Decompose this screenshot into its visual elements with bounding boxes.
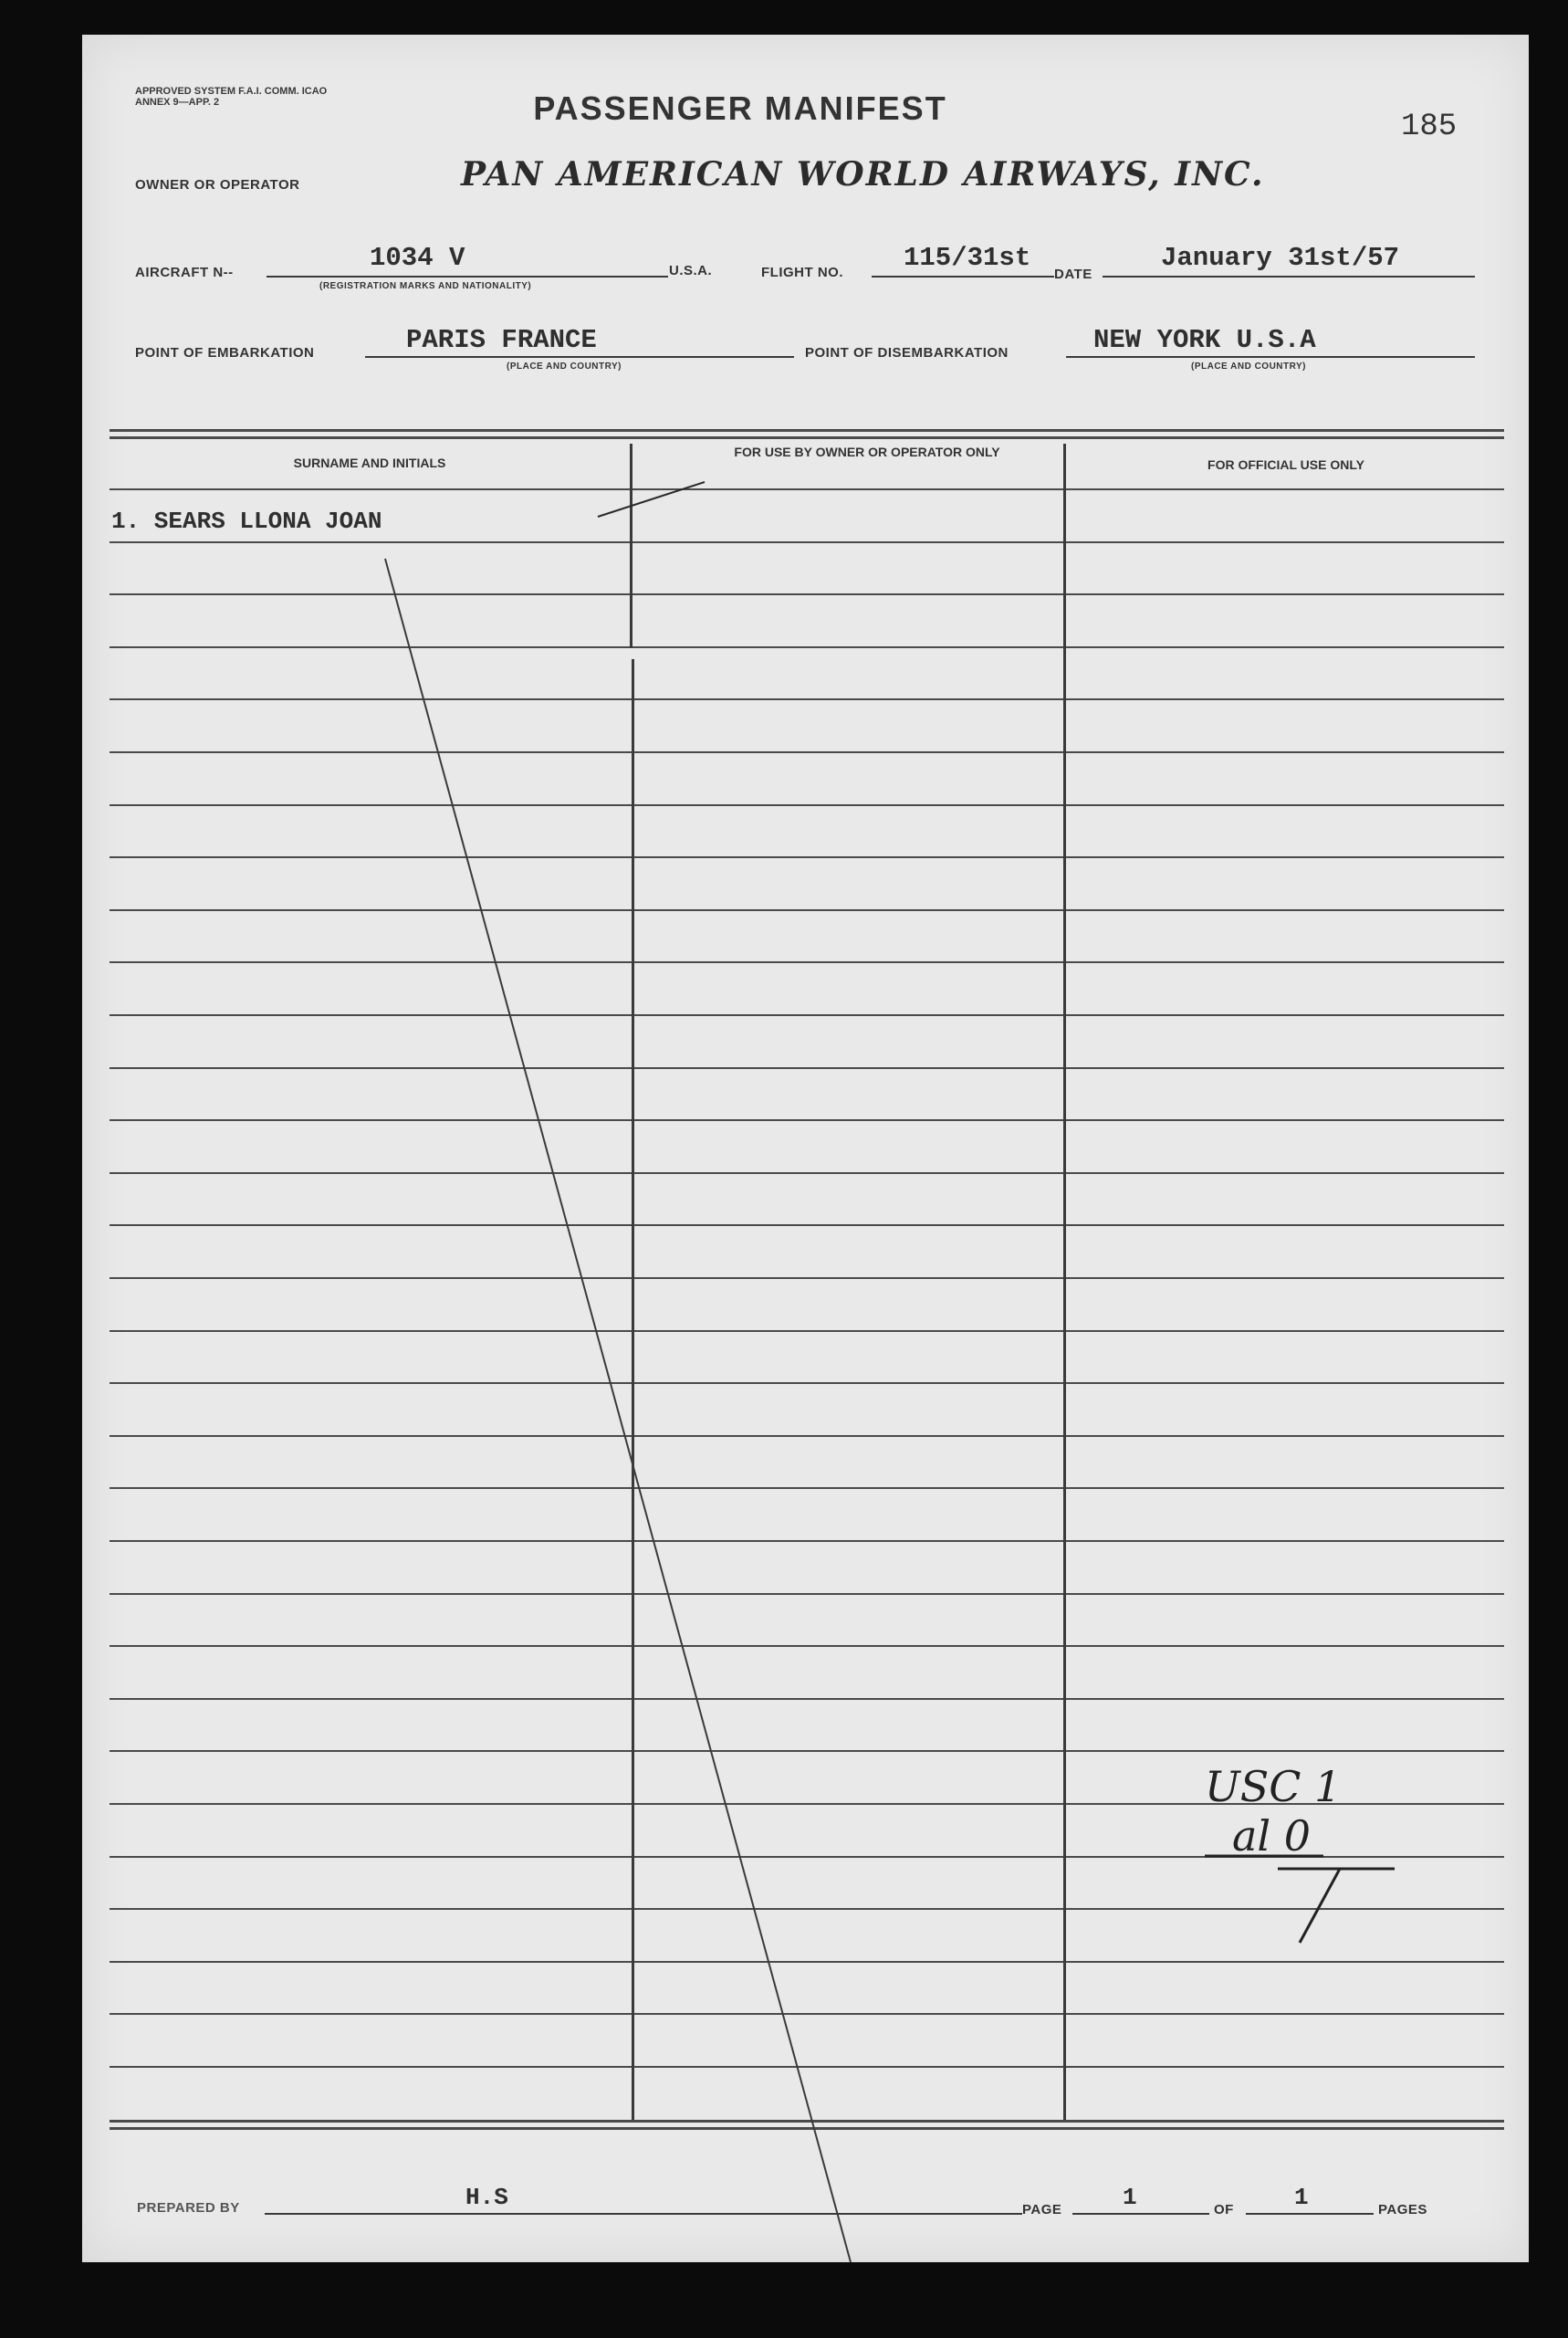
prepared-by-label: PREPARED BY [137, 2200, 240, 2216]
handwritten-al: al 0 [1232, 1811, 1312, 1861]
strike-through-line [385, 559, 851, 2262]
page-number: 185 [1401, 110, 1458, 144]
handwritten-usc: USC 1 [1205, 1762, 1342, 1811]
page-label: PAGE [1022, 2202, 1062, 2217]
embarkation-label: POINT OF EMBARKATION [135, 345, 315, 361]
column-header-official: FOR OFFICIAL USE ONLY [1207, 457, 1364, 472]
of-value: 1 [1294, 2184, 1309, 2211]
owner-value: PAN AMERICAN WORLD AIRWAYS, INC. [461, 155, 1265, 194]
column-header-operator: FOR USE BY OWNER OR OPERATOR ONLY [734, 445, 1000, 459]
flight-label: FLIGHT NO. [761, 265, 843, 280]
aircraft-label: AIRCRAFT N-- [135, 265, 234, 280]
column-header-name: SURNAME AND INITIALS [293, 456, 446, 470]
disembarkation-label: POINT OF DISEMBARKATION [805, 345, 1009, 361]
date-value: January 31st/57 [1161, 243, 1400, 273]
prepared-by-underline [265, 2213, 1022, 2215]
flight-value: 115/31st [904, 243, 1031, 273]
disembarkation-sublabel: (PLACE AND COUNTRY) [1191, 362, 1306, 372]
form-title: PASSENGER MANIFEST [533, 89, 947, 127]
of-label: OF [1214, 2202, 1234, 2217]
embarkation-value: PARIS FRANCE [406, 325, 597, 355]
tally-t-stem [1300, 1869, 1340, 1943]
check-mark-stroke [598, 482, 705, 517]
disembarkation-value: NEW YORK U.S.A [1093, 325, 1316, 355]
usa-label: U.S.A. [669, 263, 713, 278]
aircraft-value: 1034 V [370, 243, 465, 273]
page-value: 1 [1123, 2184, 1137, 2211]
embarkation-sublabel: (PLACE AND COUNTRY) [507, 362, 622, 372]
date-label: DATE [1054, 267, 1092, 282]
passenger-row-name: 1. SEARS LLONA JOAN [111, 508, 382, 535]
page-underline [1072, 2213, 1209, 2215]
of-underline [1246, 2213, 1374, 2215]
prepared-by-value: H.S [465, 2184, 508, 2211]
pages-label: PAGES [1378, 2202, 1427, 2217]
owner-label: OWNER OR OPERATOR [135, 177, 300, 193]
aircraft-sublabel: (REGISTRATION MARKS AND NATIONALITY) [319, 281, 532, 291]
approval-note: APPROVED SYSTEM F.A.I. COMM. ICAO ANNEX 9—APP. 2 [135, 86, 328, 108]
